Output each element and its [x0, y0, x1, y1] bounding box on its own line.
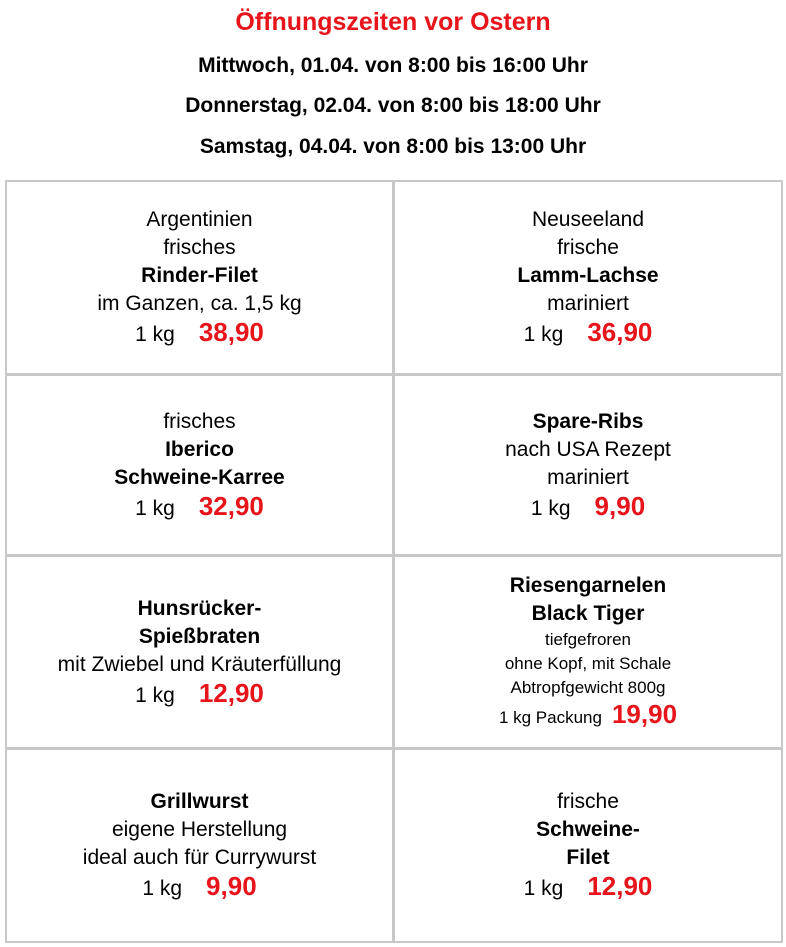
product-detail-line3: Abtropfgewicht 800g [510, 678, 666, 697]
product-card-grillwurst [7, 750, 392, 941]
product-descriptor: frisches [163, 236, 236, 259]
price-row [142, 872, 256, 903]
price-value: 32,90 [198, 490, 264, 521]
product-card-spiessbraten [7, 557, 392, 747]
product-descriptor: frische [557, 790, 619, 813]
product-descriptor: frische [557, 236, 619, 259]
price-row [524, 318, 653, 349]
product-card-rinder-filet [7, 182, 392, 373]
product-card-spare-ribs [395, 376, 781, 554]
price-value: 12,90 [587, 871, 653, 901]
product-card-iberico [7, 376, 392, 554]
price-row [135, 492, 264, 523]
price-unit: 1 kg [523, 323, 564, 346]
price-row [135, 318, 264, 349]
product-name: Hunsrücker- [137, 596, 262, 620]
price-unit: 1 kg Packung [498, 708, 602, 727]
opening-hours-wednesday: Mittwoch, 01.04. von 8:00 bis 16:00 Uhr [198, 54, 588, 77]
opening-hours-thursday: Donnerstag, 02.04. von 8:00 bis 18:00 Uhr [185, 94, 601, 117]
product-name-line2: Black Tiger [531, 602, 645, 625]
product-name: Rinder-Filet [141, 264, 258, 287]
product-name: Lamm-Lachse [517, 264, 659, 287]
price-value: 38,90 [198, 317, 264, 347]
product-card-schweine-filet [395, 750, 781, 941]
product-name-line2: Filet [566, 846, 610, 869]
product-descriptor: frisches [163, 409, 236, 433]
product-name: Schweine- [536, 818, 640, 841]
product-detail: nach USA Rezept [505, 437, 671, 461]
product-origin: Argentinien [146, 208, 253, 231]
page-title: Öffnungszeiten vor Ostern [235, 8, 551, 36]
price-unit: 1 kg [142, 877, 183, 900]
product-card-riesengarnelen [395, 557, 781, 747]
product-grid [5, 180, 783, 943]
price-value: 19,90 [611, 699, 678, 729]
product-name-line2: Schweine-Karree [114, 465, 285, 489]
product-card-lamm-lachse [395, 182, 781, 373]
price-row [531, 492, 645, 523]
price-value: 12,90 [198, 677, 264, 708]
price-unit: 1 kg [135, 323, 175, 346]
price-value: 9,90 [594, 490, 646, 521]
product-name: Riesengarnelen [509, 574, 667, 597]
product-detail-line2: mariniert [547, 465, 629, 489]
product-name: Iberico [165, 437, 234, 461]
price-row [135, 679, 264, 710]
price-unit: 1 kg [530, 496, 571, 520]
opening-hours-saturday: Samstag, 04.04. von 8:00 bis 13:00 Uhr [199, 135, 587, 158]
product-detail: tiefgefroren [545, 630, 631, 649]
price-row [524, 872, 653, 903]
product-detail-line2: ideal auch für Currywurst [82, 846, 317, 869]
product-origin: Neuseeland [531, 208, 645, 231]
price-unit: 1 kg [523, 877, 564, 900]
price-unit: 1 kg [135, 683, 175, 707]
price-row [499, 700, 677, 732]
price-unit: 1 kg [135, 496, 175, 520]
product-name: Spare-Ribs [532, 409, 644, 433]
product-name: Grillwurst [150, 790, 249, 813]
price-value: 9,90 [206, 871, 257, 901]
product-detail-line2: ohne Kopf, mit Schale [504, 654, 672, 673]
product-name-line2: Spießbraten [138, 624, 261, 648]
product-detail: im Ganzen, ca. 1,5 kg [97, 292, 302, 315]
product-detail: mariniert [547, 292, 629, 315]
price-value: 36,90 [587, 317, 653, 347]
product-detail: mit Zwiebel und Kräuterfüllung [57, 652, 342, 676]
product-detail: eigene Herstellung [111, 818, 288, 841]
